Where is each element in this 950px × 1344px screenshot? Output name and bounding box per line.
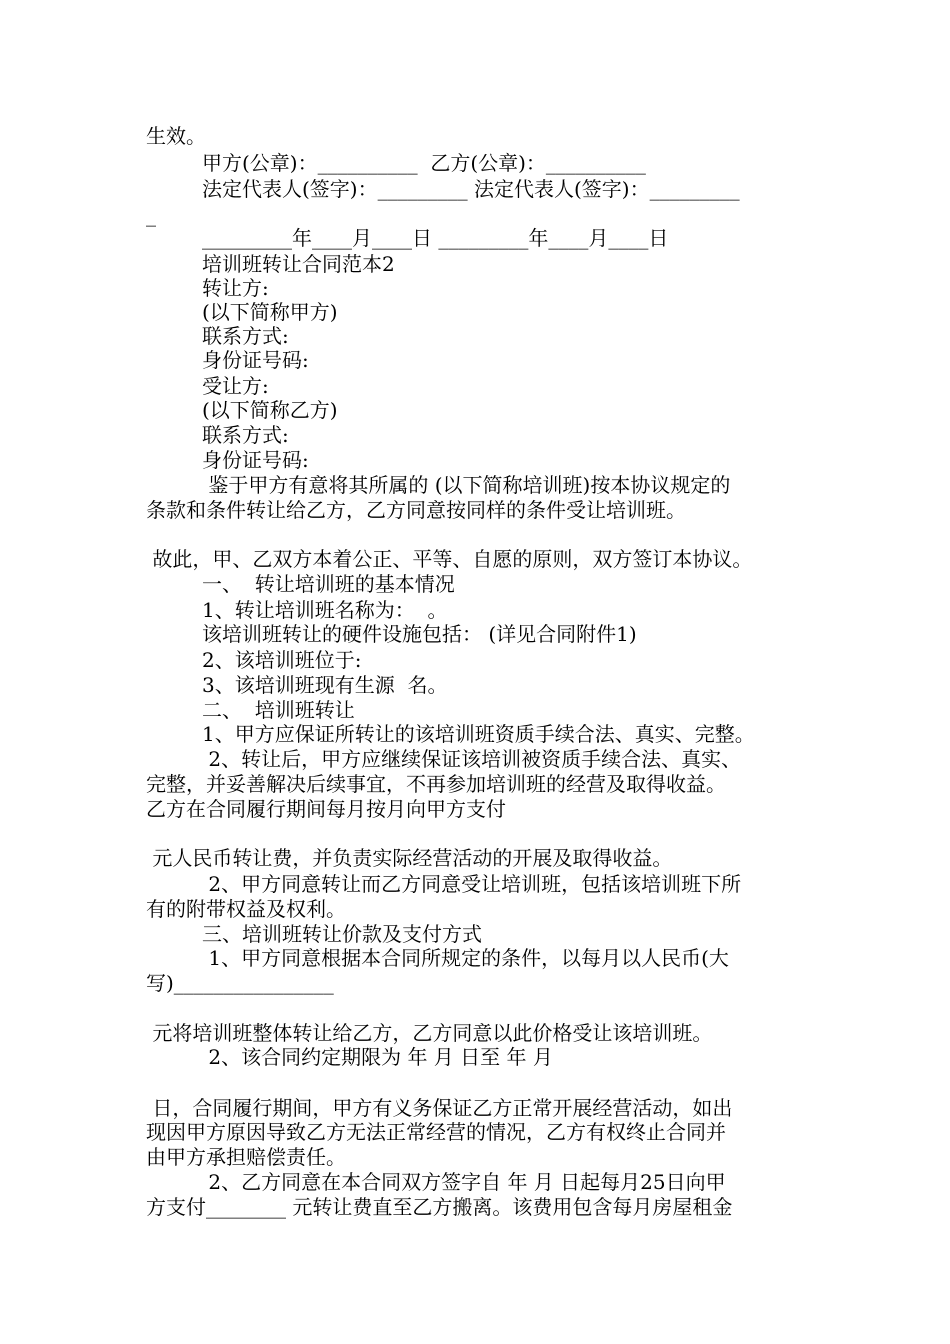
text-line: (以下简称甲方) — [202, 300, 338, 324]
text-line: 生效。 — [146, 124, 206, 148]
clause-line: 现因甲方原因导致乙方无法正常经营的情况，乙方有权终止合同并 — [146, 1120, 726, 1144]
field-label-transferor: 转让方: — [202, 276, 269, 300]
clause-line: 2、甲方同意转让而乙方同意受让培训班，包括该培训班下所 — [202, 872, 742, 896]
clause-line: 1、甲方应保证所转让的该培训班资质手续合法、真实、完整。 — [202, 722, 755, 746]
signature-line-seal: 甲方(公章)：__________ 乙方(公章)：__________ — [202, 151, 646, 175]
clause-line: 写)________________ — [146, 971, 334, 995]
clause-line: 3、该培训班现有生源 名。 — [202, 673, 448, 697]
clause-line: 完整，并妥善解决后续事宜，不再参加培训班的经营及取得收益。 — [146, 772, 726, 796]
clause-line: 乙方在合同履行期间每月按月向甲方支付 — [146, 797, 506, 821]
signature-line-representative: 法定代表人(签字)：_________ 法定代表人(签字)：_________ — [202, 177, 740, 201]
clause-line: 1、转让培训班名称为： 。 — [202, 598, 448, 622]
clause-line: 方支付________ 元转让费直至乙方搬离。该费用包含每月房屋租金 — [146, 1195, 733, 1219]
section-heading: 一、 转让培训班的基本情况 — [202, 572, 455, 596]
section-heading: 二、 培训班转让 — [202, 698, 355, 722]
field-label-id-number: 身份证号码: — [202, 348, 309, 372]
field-label-contact: 联系方式: — [202, 324, 289, 348]
clause-line: 2、转让后，甲方应继续保证该培训被资质手续合法、真实、 — [202, 747, 742, 771]
section-title: 培训班转让合同范本2 — [202, 252, 395, 276]
clause-line: 1、甲方同意根据本合同所规定的条件，以每月以人民币(大 — [202, 946, 729, 970]
paragraph-line: 鉴于甲方有意将其所属的 (以下简称培训班)按本协议规定的 — [202, 473, 731, 497]
clause-line: 元人民币转让费，并负责实际经营活动的开展及取得收益。 — [146, 846, 673, 870]
field-label-contact: 联系方式: — [202, 423, 289, 447]
paragraph-line: 故此，甲、乙双方本着公正、平等、自愿的原则，双方签订本协议。 — [146, 547, 753, 571]
date-line: _________年____月____日 _________年____月____日 — [202, 226, 669, 250]
clause-line: 日，合同履行期间，甲方有义务保证乙方正常开展经营活动，如出 — [146, 1096, 733, 1120]
field-label-transferee: 受让方: — [202, 374, 269, 398]
clause-line: 由甲方承担赔偿责任。 — [146, 1145, 346, 1169]
text-line: (以下简称乙方) — [202, 398, 338, 422]
text-line: _ — [146, 203, 156, 227]
paragraph-line: 条款和条件转让给乙方，乙方同意按同样的条件受让培训班。 — [146, 498, 686, 522]
clause-line: 有的附带权益及权利。 — [146, 897, 346, 921]
clause-line: 2、乙方同意在本合同双方签字自 年 月 日起每月25日向甲 — [202, 1170, 726, 1194]
clause-line: 该培训班转让的硬件设施包括： (详见合同附件1) — [202, 622, 637, 646]
clause-line: 2、该合同约定期限为 年 月 日至 年 月 — [202, 1045, 553, 1069]
clause-line: 2、该培训班位于: — [202, 648, 362, 672]
clause-line: 元将培训班整体转让给乙方，乙方同意以此价格受让该培训班。 — [146, 1021, 713, 1045]
field-label-id-number: 身份证号码: — [202, 448, 309, 472]
section-heading: 三、培训班转让价款及支付方式 — [202, 922, 482, 946]
